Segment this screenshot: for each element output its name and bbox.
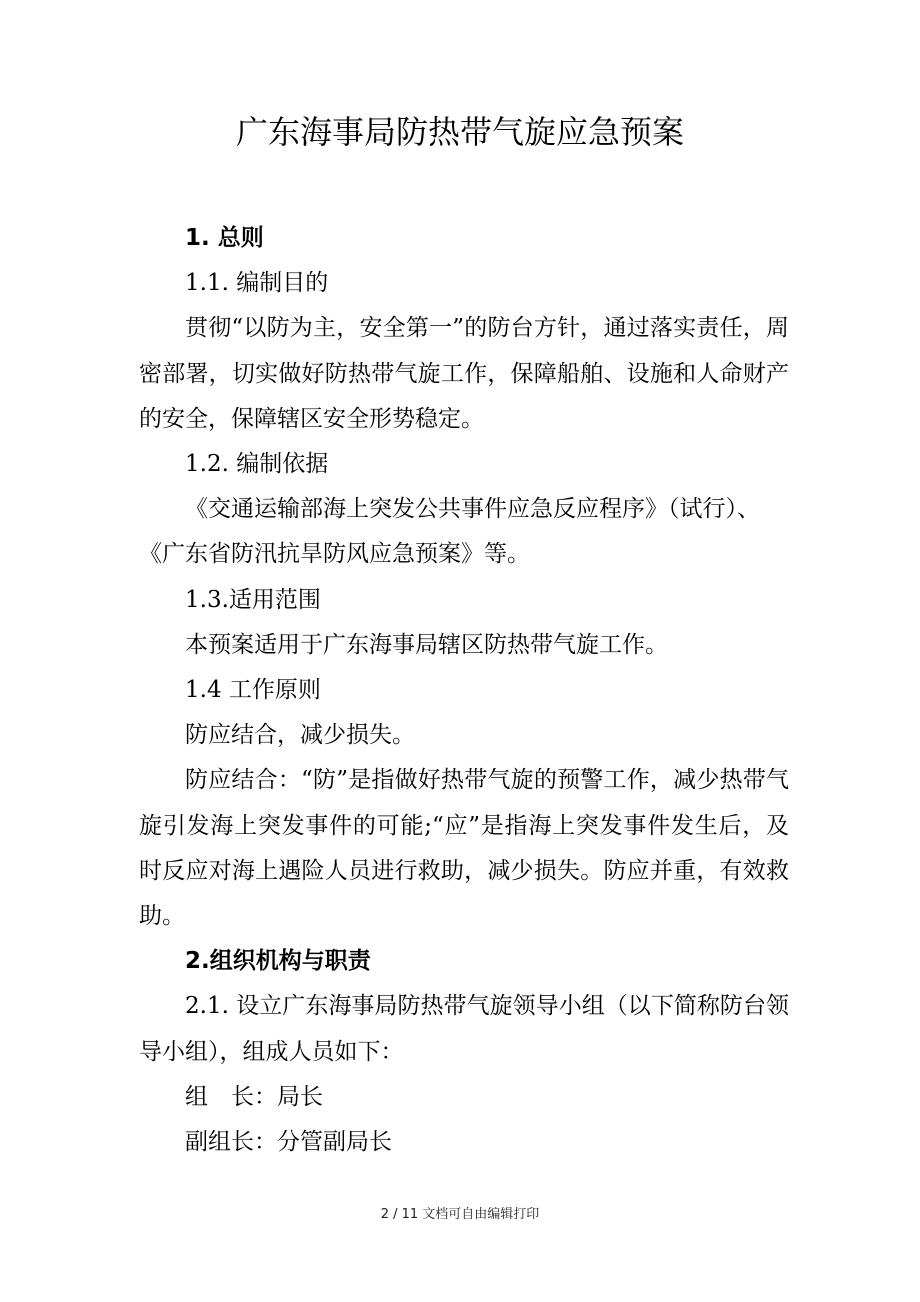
subsection-heading-scope: 1.3.适用范围 — [185, 586, 321, 613]
member-deputy-leader: 副组长：分管副局长 — [185, 1129, 392, 1156]
page-footer: 2 / 11 文档可自由编辑打印 — [380, 1207, 540, 1222]
paragraph-scope: 本预案适用于广东海事局辖区防热带气旋工作。 — [185, 631, 668, 658]
document-body — [139, 216, 789, 1165]
paragraph-basis: 《交通运输部海上突发公共事件应急反应程序》（试行）、《广东省防汛抗旱防风应急预案》等。 — [139, 496, 760, 568]
section-heading-organization: 2.组织机构与职责 — [185, 948, 371, 975]
subsection-heading-purpose: 1.1. 编制目的 — [185, 270, 329, 297]
subsection-heading-basis: 1.2. 编制依据 — [185, 451, 329, 478]
paragraph-leading-group: 2.1. 设立广东海事局防热带气旋领导小组（以下简称防台领导小组），组成人员如下： — [139, 993, 789, 1065]
paragraph-principle-detail: 防应结合：“防”是指做好热带气旋的预警工作，减少热带气旋引发海上突发事件的可能;“应”是指海上突发事件发生后，及时反应对海上遇险人员进行救助，减少损失。防应并重，有效救助。 — [139, 767, 789, 930]
section-heading-general: 1. 总则 — [185, 225, 264, 251]
paragraph-purpose: 贯彻“以防为主，安全第一”的防台方针，通过落实责任，周密部署，切实做好防热带气旋工作，保障船舶、设施和人命财产的安全，保障辖区安全形势稳定。 — [139, 315, 789, 432]
subsection-heading-principles: 1.4 工作原则 — [185, 677, 321, 704]
member-leader: 组 长：局长 — [185, 1083, 323, 1110]
paragraph-principle-summary: 防应结合，减少损失。 — [185, 722, 415, 749]
document-title: 广东海事局防热带气旋应急预案 — [235, 113, 684, 151]
